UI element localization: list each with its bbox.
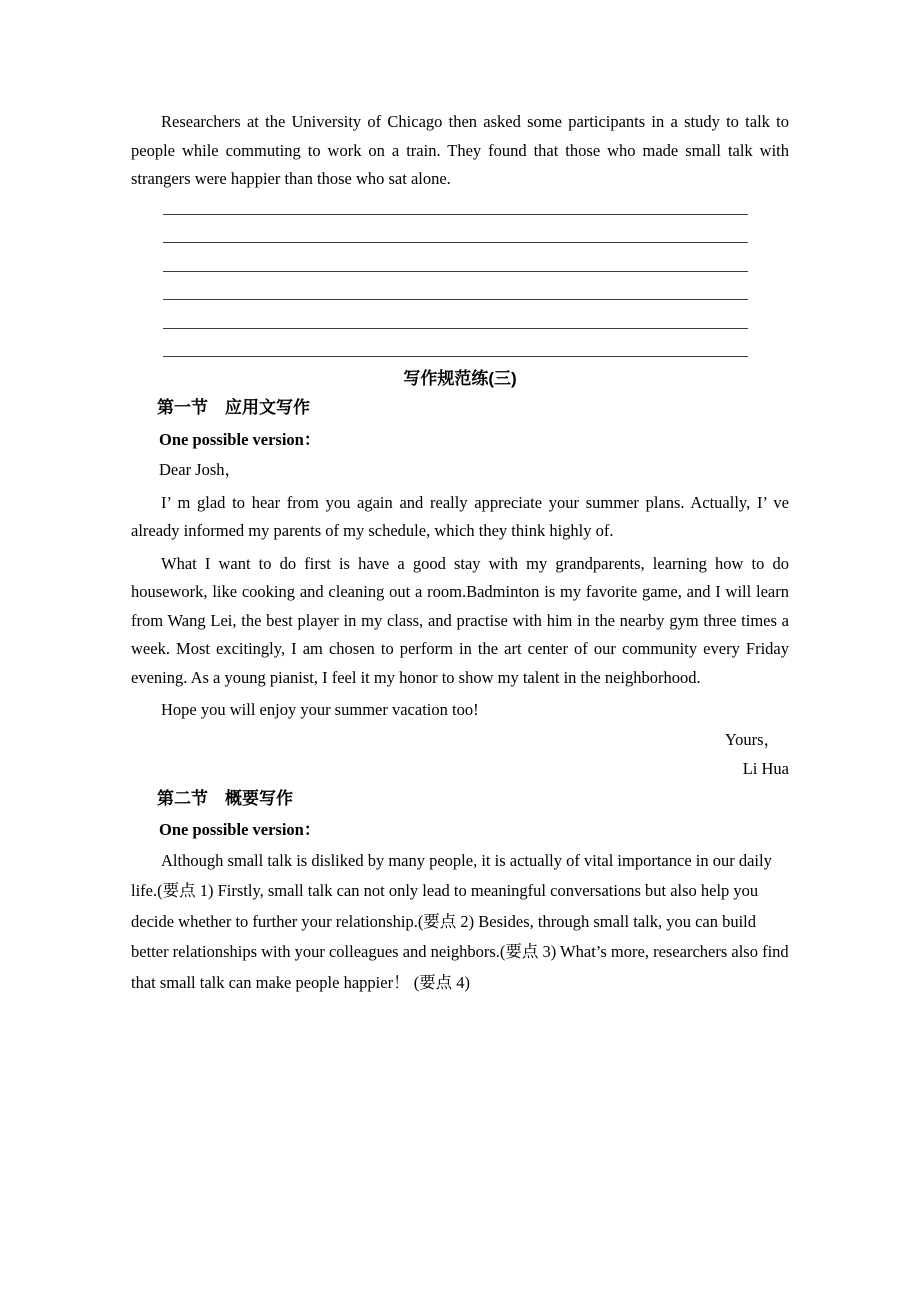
letter-paragraph: I’ m glad to hear from you again and really appreciate your summer plans. Actually, I’ ve already informed my parents of my schedule, which they think highly of. (131, 492, 789, 540)
answer-blank-line (163, 194, 748, 223)
answer-blank-line (163, 308, 748, 337)
answer-blanks-area (163, 194, 748, 365)
letter-paragraph: Hope you will enjoy your summer vacation too! (161, 700, 479, 719)
answer-blank-line (163, 251, 748, 280)
summary-paragraph: Although small talk is disliked by many people, it is actually of vital importance in our daily life.(要点 1) Firstly, small talk can not only lead to meaningful conversations but also help you decide whether to further your relationship.(要点 2) Besides, through small talk, you can build better relationships with your colleagues and neighbors.(要点 3) What’s more, researchers also find that small talk can make people happier！ (要点 4) (131, 850, 789, 992)
section2-heading: 第二节 概要写作 (157, 788, 293, 808)
intro-paragraph: Researchers at the University of Chicago then asked some participants in a study to talk to people while commuting to work on a train. They found that those who made small talk with strangers were happier than those who sat alone. (131, 112, 789, 188)
letter-salutation: Dear Josh， (159, 460, 242, 479)
answer-blank-line (163, 336, 748, 365)
section1-heading: 第一节 应用文写作 (157, 398, 310, 417)
exercise-title: 写作规范练(三) (403, 368, 517, 388)
letter-closing: Yours， (724, 729, 780, 749)
section2-version-label: One possible version： (159, 820, 321, 839)
letter-signature: Li Hua (742, 759, 789, 778)
letter-paragraph: What I want to do first is have a good stay with my grandparents, learning how to do housework, like cooking and cleaning out a room.Badminton is my favorite game, and I will learn from Wang Lei, the best player in my class, and practise with him in the nearby gym three times a week. Most excitingly, I am chosen to perform in the art center of our community every Friday evening. As a young pianist, I feel it my honor to show my talent in the neighborhood. (131, 553, 789, 687)
section1-version-label: One possible version： (159, 429, 321, 449)
answer-blank-line (163, 222, 748, 251)
answer-blank-line (163, 279, 748, 308)
